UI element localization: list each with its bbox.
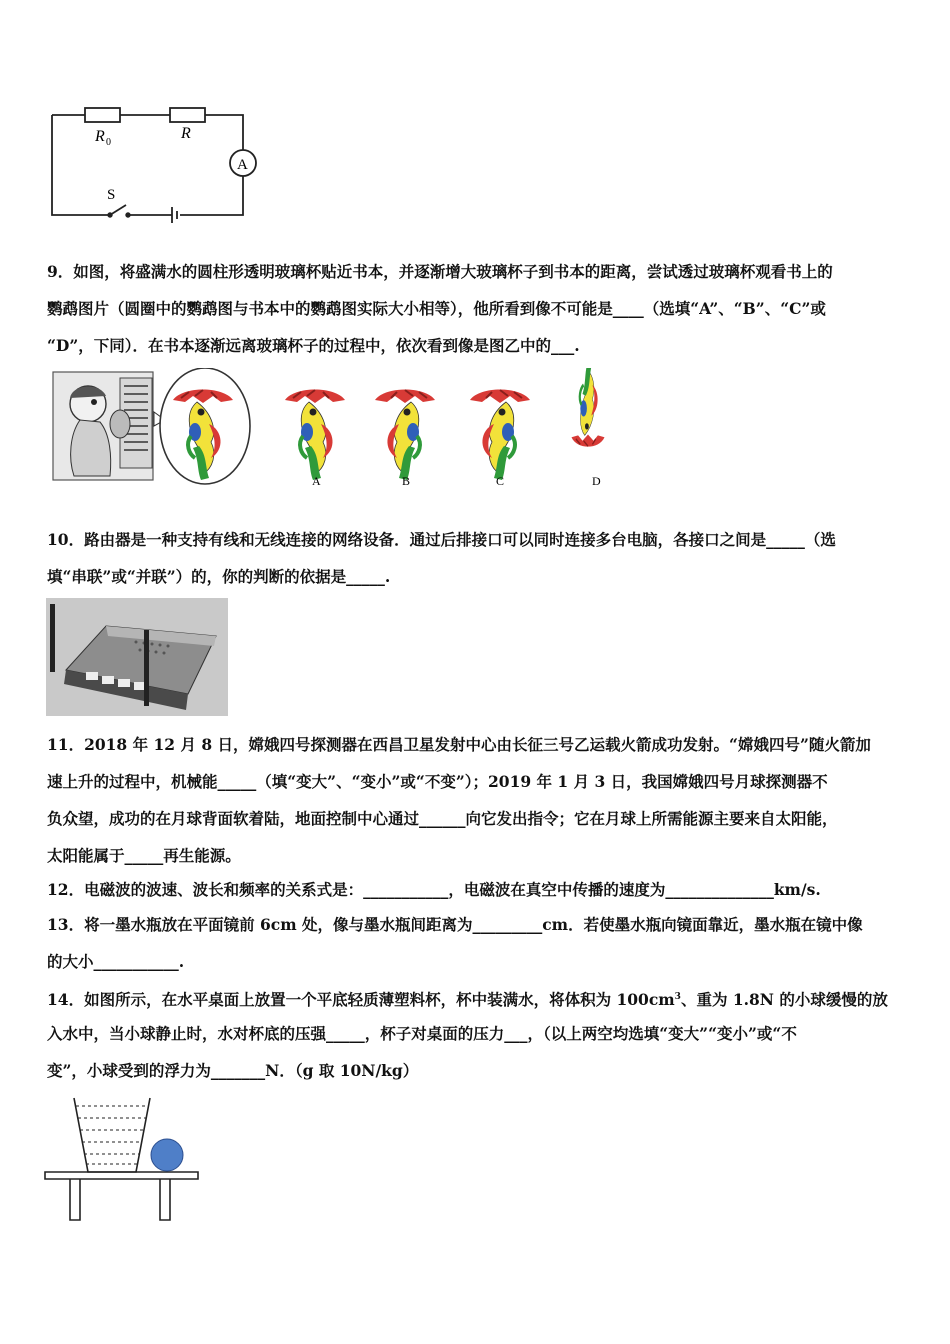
parrot-option-d (572, 368, 605, 447)
q9-line-3: “D”，下同）．在书本逐渐远离玻璃杯子的过程中，依次看到像是图乙中的___. (47, 336, 580, 355)
table-top (45, 1172, 198, 1179)
router-antenna-right (144, 630, 149, 706)
cup-table-svg (40, 1092, 205, 1224)
parrot-option-c (470, 390, 530, 481)
switch-label: S (107, 187, 116, 203)
blue-ball (151, 1139, 183, 1171)
circuit-diagram (40, 95, 270, 230)
q10-line-2: 填“串联”或“并联”）的，你的判断的依据是_____. (47, 567, 391, 586)
router-svg (46, 598, 228, 716)
switch (110, 205, 126, 215)
q13-line-1: 13．将一墨水瓶放在平面镜前 6cm 处，像与墨水瓶间距离为_________cm．若使墨水瓶向镜面靠近，墨水瓶在镜中像 (47, 915, 863, 934)
parrot-option-b (375, 390, 435, 481)
q14-line-1-b: 、重为 1.8N 的小球缓慢的放 (680, 990, 888, 1010)
option-label-b: B (402, 474, 411, 488)
water-lines (76, 1106, 148, 1164)
q12-line-1: 12．电磁波的波速、波长和频率的关系式是：___________，电磁波在真空中传播的速度为______________km/s. (47, 880, 821, 899)
router-image (46, 598, 228, 716)
r0-subscript: 0 (106, 137, 111, 148)
q11-line-3: 负众望，成功的在月球背面软着陆，地面控制中心通过______向它发出指令；它在月球上所需能源主要来自太阳能， (47, 809, 838, 828)
option-label-c: C (496, 474, 505, 488)
cup-table-figure (40, 1092, 205, 1224)
table-legs (70, 1179, 170, 1220)
book-illustration (53, 372, 165, 480)
resistor-r0 (85, 108, 120, 122)
r-label: R (181, 125, 191, 142)
ammeter-label: A (237, 157, 248, 173)
q11-line-4: 太阳能属于_____再生能源。 (47, 846, 241, 865)
q14-superscript: 3 (674, 992, 681, 1002)
q11-line-1: 11．2018 年 12 月 8 日，嫦娥四号探测器在西昌卫星发射中心由长征三号乙运载火箭成功发射。“嫦娥四号”随火箭加 (47, 735, 871, 754)
q14-line-1-a: 14．如图所示，在水平桌面上放置一个平底轻质薄塑料杯，杯中装满水，将体积为 100cm (47, 990, 675, 1010)
q9-line-2: 鹦鹉图片（圆圈中的鹦鹉图与书本中的鹦鹉图实际大小相等），他所看到像不可能是____（选填“A”、“B”、“C”或 (47, 299, 826, 318)
q11-line-2: 速上升的过程中，机械能_____（填“变大”、“变小”或“不变”）；2019 年 1 月 3 日，我国嫦娥四号月球探测器不 (47, 772, 828, 791)
q13-line-2: 的大小___________. (47, 952, 185, 971)
plastic-cup (74, 1098, 150, 1172)
resistor-r (170, 108, 205, 122)
q9-figure (50, 368, 620, 493)
q14-line-3: 变”，小球受到的浮力为_______N．（g 取 10N/kg） (47, 1061, 419, 1080)
parrot-option-a (285, 390, 345, 481)
q9-figure-svg (50, 368, 620, 493)
r0-label: R (95, 128, 105, 145)
option-label-a: A (312, 474, 321, 488)
q14-line-2: 入水中，当小球静止时，水对杯底的压强_____，杯子对桌面的压力___，（以上两空均选填“变大”“变小”或“不 (47, 1024, 797, 1043)
router-antenna-left (50, 604, 55, 672)
q9-line-1: 9．如图，将盛满水的圆柱形透明玻璃杯贴近书本，并逐渐增大玻璃杯子到书本的距离，尝试透过玻璃杯观看书上的 (47, 262, 833, 281)
q14-line-1 (47, 987, 909, 1010)
q10-line-1: 10．路由器是一种支持有线和无线连接的网络设备．通过后排接口可以同时连接多台电脑，各接口之间是_____（选 (47, 530, 836, 549)
circuit-svg (40, 95, 270, 230)
option-label-d: D (592, 474, 601, 488)
